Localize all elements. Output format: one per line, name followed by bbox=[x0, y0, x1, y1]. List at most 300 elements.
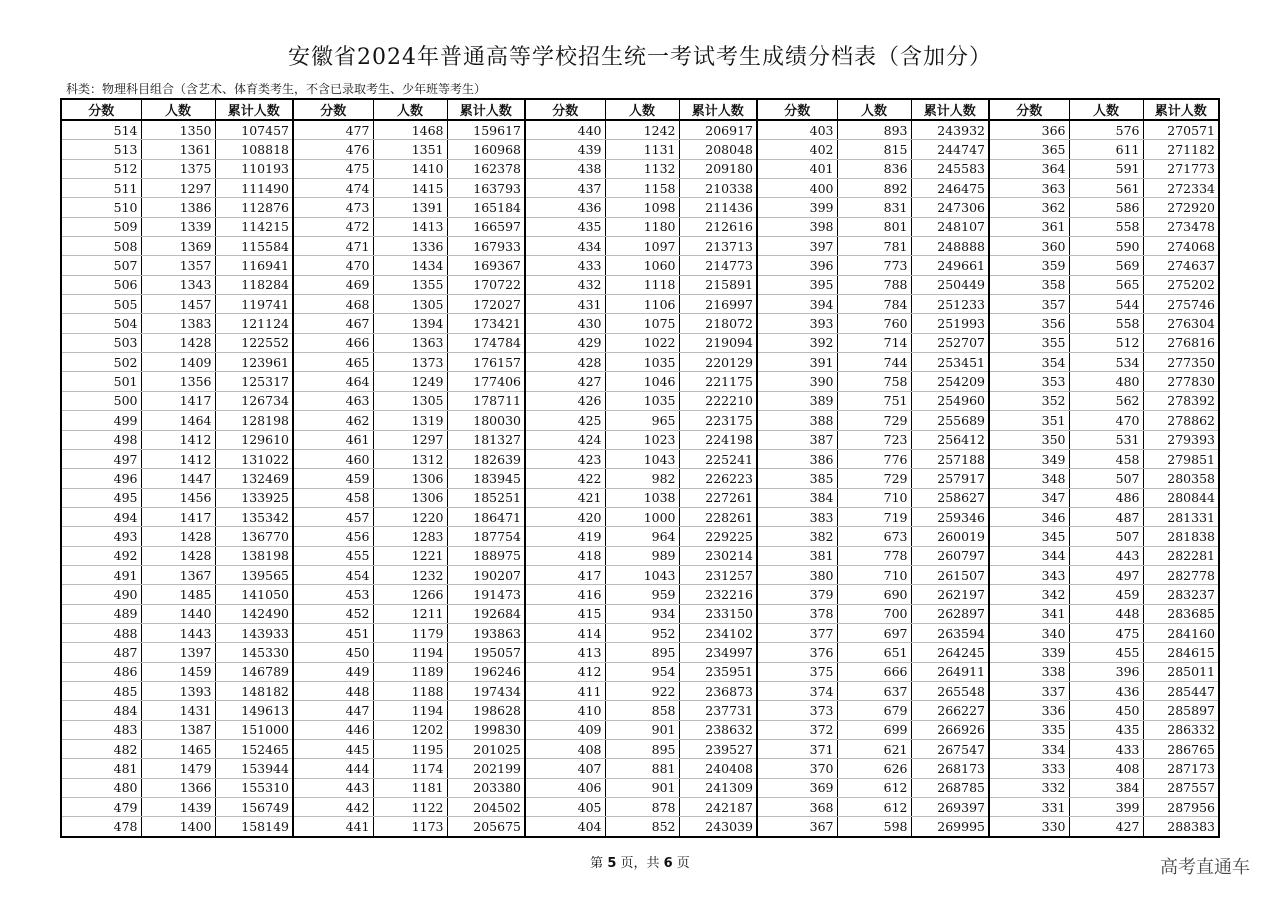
cumulative-cell: 287956 bbox=[1143, 798, 1219, 817]
score-cell: 376 bbox=[757, 643, 837, 662]
score-cell: 486 bbox=[61, 662, 141, 681]
score-cell: 370 bbox=[757, 759, 837, 778]
cumulative-cell: 191473 bbox=[447, 585, 525, 604]
table-row bbox=[61, 527, 1219, 546]
score-cell: 333 bbox=[989, 759, 1069, 778]
count-cell: 1465 bbox=[141, 740, 215, 759]
score-cell: 377 bbox=[757, 623, 837, 642]
score-cell: 427 bbox=[525, 372, 605, 391]
cumulative-cell: 143933 bbox=[215, 623, 293, 642]
count-cell: 760 bbox=[837, 314, 911, 333]
cumulative-cell: 262197 bbox=[911, 585, 989, 604]
cumulative-cell: 182639 bbox=[447, 449, 525, 468]
score-cell: 474 bbox=[293, 179, 373, 198]
cumulative-cell: 173421 bbox=[447, 314, 525, 333]
count-cell: 1249 bbox=[373, 372, 447, 391]
count-cell: 773 bbox=[837, 256, 911, 275]
count-cell: 626 bbox=[837, 759, 911, 778]
cumulative-cell: 122552 bbox=[215, 333, 293, 352]
footer-middle: 页，共 bbox=[616, 856, 664, 871]
score-cell: 343 bbox=[989, 565, 1069, 584]
header-cumulative: 累计人数 bbox=[1143, 99, 1219, 120]
cumulative-cell: 256412 bbox=[911, 430, 989, 449]
cumulative-cell: 254209 bbox=[911, 372, 989, 391]
score-cell: 365 bbox=[989, 140, 1069, 159]
table-row bbox=[61, 662, 1219, 681]
count-cell: 1211 bbox=[373, 604, 447, 623]
cumulative-cell: 153944 bbox=[215, 759, 293, 778]
score-cell: 472 bbox=[293, 217, 373, 236]
cumulative-cell: 280844 bbox=[1143, 488, 1219, 507]
count-cell: 475 bbox=[1069, 623, 1143, 642]
cumulative-cell: 176157 bbox=[447, 353, 525, 372]
count-cell: 487 bbox=[1069, 507, 1143, 526]
count-cell: 1319 bbox=[373, 411, 447, 430]
score-cell: 382 bbox=[757, 527, 837, 546]
count-cell: 399 bbox=[1069, 798, 1143, 817]
cumulative-cell: 237731 bbox=[679, 701, 757, 720]
cumulative-cell: 257188 bbox=[911, 449, 989, 468]
count-cell: 562 bbox=[1069, 391, 1143, 410]
count-cell: 1456 bbox=[141, 488, 215, 507]
cumulative-cell: 268173 bbox=[911, 759, 989, 778]
table-row bbox=[61, 469, 1219, 488]
table-row bbox=[61, 623, 1219, 642]
cumulative-cell: 138198 bbox=[215, 546, 293, 565]
cumulative-cell: 234102 bbox=[679, 623, 757, 642]
cumulative-cell: 139565 bbox=[215, 565, 293, 584]
count-cell: 1266 bbox=[373, 585, 447, 604]
score-cell: 338 bbox=[989, 662, 1069, 681]
score-cell: 438 bbox=[525, 159, 605, 178]
header-count: 人数 bbox=[141, 99, 215, 120]
score-cell: 484 bbox=[61, 701, 141, 720]
table-row bbox=[61, 817, 1219, 837]
score-cell: 471 bbox=[293, 237, 373, 256]
score-cell: 501 bbox=[61, 372, 141, 391]
cumulative-cell: 146789 bbox=[215, 662, 293, 681]
score-cell: 491 bbox=[61, 565, 141, 584]
count-cell: 1459 bbox=[141, 662, 215, 681]
count-cell: 611 bbox=[1069, 140, 1143, 159]
cumulative-cell: 272334 bbox=[1143, 179, 1219, 198]
header-cumulative: 累计人数 bbox=[447, 99, 525, 120]
count-cell: 784 bbox=[837, 295, 911, 314]
count-cell: 1306 bbox=[373, 469, 447, 488]
table-row bbox=[61, 237, 1219, 256]
count-cell: 788 bbox=[837, 275, 911, 294]
cumulative-cell: 267547 bbox=[911, 740, 989, 759]
score-cell: 453 bbox=[293, 585, 373, 604]
count-cell: 1367 bbox=[141, 565, 215, 584]
score-cell: 436 bbox=[525, 198, 605, 217]
count-cell: 952 bbox=[605, 623, 679, 642]
cumulative-cell: 121124 bbox=[215, 314, 293, 333]
count-cell: 1305 bbox=[373, 391, 447, 410]
count-cell: 729 bbox=[837, 411, 911, 430]
score-cell: 455 bbox=[293, 546, 373, 565]
score-cell: 406 bbox=[525, 778, 605, 797]
cumulative-cell: 245583 bbox=[911, 159, 989, 178]
count-cell: 751 bbox=[837, 391, 911, 410]
cumulative-cell: 135342 bbox=[215, 507, 293, 526]
score-cell: 434 bbox=[525, 237, 605, 256]
score-cell: 341 bbox=[989, 604, 1069, 623]
count-cell: 1297 bbox=[373, 430, 447, 449]
score-cell: 345 bbox=[989, 527, 1069, 546]
count-cell: 781 bbox=[837, 237, 911, 256]
cumulative-cell: 243039 bbox=[679, 817, 757, 837]
count-cell: 569 bbox=[1069, 256, 1143, 275]
count-cell: 1431 bbox=[141, 701, 215, 720]
total-pages-number: 6 bbox=[663, 856, 673, 871]
score-cell: 442 bbox=[293, 798, 373, 817]
current-page-number: 5 bbox=[607, 856, 617, 871]
count-cell: 1023 bbox=[605, 430, 679, 449]
score-cell: 332 bbox=[989, 778, 1069, 797]
score-cell: 373 bbox=[757, 701, 837, 720]
score-cell: 444 bbox=[293, 759, 373, 778]
count-cell: 666 bbox=[837, 662, 911, 681]
score-cell: 426 bbox=[525, 391, 605, 410]
cumulative-cell: 277830 bbox=[1143, 372, 1219, 391]
cumulative-cell: 220129 bbox=[679, 353, 757, 372]
cumulative-cell: 212616 bbox=[679, 217, 757, 236]
cumulative-cell: 132469 bbox=[215, 469, 293, 488]
count-cell: 1447 bbox=[141, 469, 215, 488]
cumulative-cell: 160968 bbox=[447, 140, 525, 159]
cumulative-cell: 216997 bbox=[679, 295, 757, 314]
count-cell: 1000 bbox=[605, 507, 679, 526]
cumulative-cell: 155310 bbox=[215, 778, 293, 797]
count-cell: 1439 bbox=[141, 798, 215, 817]
count-cell: 1181 bbox=[373, 778, 447, 797]
cumulative-cell: 251233 bbox=[911, 295, 989, 314]
cumulative-cell: 242187 bbox=[679, 798, 757, 817]
score-cell: 415 bbox=[525, 604, 605, 623]
table-row bbox=[61, 681, 1219, 700]
count-cell: 965 bbox=[605, 411, 679, 430]
score-cell: 360 bbox=[989, 237, 1069, 256]
score-cell: 431 bbox=[525, 295, 605, 314]
cumulative-cell: 231257 bbox=[679, 565, 757, 584]
score-cell: 397 bbox=[757, 237, 837, 256]
cumulative-cell: 281331 bbox=[1143, 507, 1219, 526]
score-cell: 383 bbox=[757, 507, 837, 526]
score-cell: 359 bbox=[989, 256, 1069, 275]
score-cell: 417 bbox=[525, 565, 605, 584]
score-cell: 450 bbox=[293, 643, 373, 662]
cumulative-cell: 261507 bbox=[911, 565, 989, 584]
count-cell: 1202 bbox=[373, 720, 447, 739]
header-count: 人数 bbox=[1069, 99, 1143, 120]
count-cell: 558 bbox=[1069, 314, 1143, 333]
score-cell: 403 bbox=[757, 120, 837, 140]
score-cell: 420 bbox=[525, 507, 605, 526]
count-cell: 507 bbox=[1069, 469, 1143, 488]
cumulative-cell: 258627 bbox=[911, 488, 989, 507]
score-cell: 410 bbox=[525, 701, 605, 720]
score-cell: 489 bbox=[61, 604, 141, 623]
score-cell: 390 bbox=[757, 372, 837, 391]
score-cell: 437 bbox=[525, 179, 605, 198]
table-row bbox=[61, 198, 1219, 217]
cumulative-cell: 269397 bbox=[911, 798, 989, 817]
watermark-text: 高考直通车 bbox=[1160, 857, 1250, 878]
table-row bbox=[61, 275, 1219, 294]
cumulative-cell: 116941 bbox=[215, 256, 293, 275]
cumulative-cell: 251993 bbox=[911, 314, 989, 333]
cumulative-cell: 234997 bbox=[679, 643, 757, 662]
cumulative-cell: 279393 bbox=[1143, 430, 1219, 449]
score-cell: 353 bbox=[989, 372, 1069, 391]
cumulative-cell: 118284 bbox=[215, 275, 293, 294]
count-cell: 1118 bbox=[605, 275, 679, 294]
cumulative-cell: 288383 bbox=[1143, 817, 1219, 837]
table-row bbox=[61, 585, 1219, 604]
count-cell: 778 bbox=[837, 546, 911, 565]
count-cell: 1351 bbox=[373, 140, 447, 159]
cumulative-cell: 228261 bbox=[679, 507, 757, 526]
score-cell: 508 bbox=[61, 237, 141, 256]
count-cell: 690 bbox=[837, 585, 911, 604]
count-cell: 1132 bbox=[605, 159, 679, 178]
page-title: 安徽省2024年普通高等学校招生统一考试考生成绩分档表（含加分） bbox=[288, 45, 992, 70]
score-cell: 389 bbox=[757, 391, 837, 410]
count-cell: 1393 bbox=[141, 681, 215, 700]
count-cell: 448 bbox=[1069, 604, 1143, 623]
count-cell: 1443 bbox=[141, 623, 215, 642]
table-row bbox=[61, 643, 1219, 662]
cumulative-cell: 190207 bbox=[447, 565, 525, 584]
count-cell: 590 bbox=[1069, 237, 1143, 256]
count-cell: 1400 bbox=[141, 817, 215, 837]
cumulative-cell: 282778 bbox=[1143, 565, 1219, 584]
score-cell: 413 bbox=[525, 643, 605, 662]
cumulative-cell: 128198 bbox=[215, 411, 293, 430]
cumulative-cell: 246475 bbox=[911, 179, 989, 198]
score-cell: 395 bbox=[757, 275, 837, 294]
cumulative-cell: 167933 bbox=[447, 237, 525, 256]
cumulative-cell: 274637 bbox=[1143, 256, 1219, 275]
table-row bbox=[61, 507, 1219, 526]
count-cell: 1375 bbox=[141, 159, 215, 178]
cumulative-cell: 263594 bbox=[911, 623, 989, 642]
count-cell: 512 bbox=[1069, 333, 1143, 352]
cumulative-cell: 272920 bbox=[1143, 198, 1219, 217]
count-cell: 1428 bbox=[141, 527, 215, 546]
cumulative-cell: 243932 bbox=[911, 120, 989, 140]
count-cell: 1098 bbox=[605, 198, 679, 217]
score-cell: 494 bbox=[61, 507, 141, 526]
score-cell: 447 bbox=[293, 701, 373, 720]
score-cell: 512 bbox=[61, 159, 141, 178]
count-cell: 1339 bbox=[141, 217, 215, 236]
cumulative-cell: 202199 bbox=[447, 759, 525, 778]
count-cell: 384 bbox=[1069, 778, 1143, 797]
cumulative-cell: 235951 bbox=[679, 662, 757, 681]
cumulative-cell: 252707 bbox=[911, 333, 989, 352]
cumulative-cell: 229225 bbox=[679, 527, 757, 546]
score-cell: 483 bbox=[61, 720, 141, 739]
cumulative-cell: 278392 bbox=[1143, 391, 1219, 410]
cumulative-cell: 268785 bbox=[911, 778, 989, 797]
cumulative-cell: 276304 bbox=[1143, 314, 1219, 333]
count-cell: 427 bbox=[1069, 817, 1143, 837]
score-cell: 506 bbox=[61, 275, 141, 294]
score-cell: 375 bbox=[757, 662, 837, 681]
count-cell: 852 bbox=[605, 817, 679, 837]
score-cell: 423 bbox=[525, 449, 605, 468]
score-cell: 330 bbox=[989, 817, 1069, 837]
table-row bbox=[61, 565, 1219, 584]
score-cell: 387 bbox=[757, 430, 837, 449]
count-cell: 1106 bbox=[605, 295, 679, 314]
score-cell: 367 bbox=[757, 817, 837, 837]
cumulative-cell: 279851 bbox=[1143, 449, 1219, 468]
cumulative-cell: 195057 bbox=[447, 643, 525, 662]
cumulative-cell: 119741 bbox=[215, 295, 293, 314]
cumulative-cell: 278862 bbox=[1143, 411, 1219, 430]
count-cell: 612 bbox=[837, 798, 911, 817]
count-cell: 1413 bbox=[373, 217, 447, 236]
score-cell: 463 bbox=[293, 391, 373, 410]
cumulative-cell: 213713 bbox=[679, 237, 757, 256]
cumulative-cell: 260019 bbox=[911, 527, 989, 546]
cumulative-cell: 283237 bbox=[1143, 585, 1219, 604]
count-cell: 1479 bbox=[141, 759, 215, 778]
score-cell: 340 bbox=[989, 623, 1069, 642]
score-cell: 490 bbox=[61, 585, 141, 604]
cumulative-cell: 192684 bbox=[447, 604, 525, 623]
cumulative-cell: 260797 bbox=[911, 546, 989, 565]
score-cell: 422 bbox=[525, 469, 605, 488]
score-cell: 374 bbox=[757, 681, 837, 700]
cumulative-cell: 271182 bbox=[1143, 140, 1219, 159]
score-cell: 394 bbox=[757, 295, 837, 314]
cumulative-cell: 193863 bbox=[447, 623, 525, 642]
count-cell: 1363 bbox=[373, 333, 447, 352]
score-cell: 475 bbox=[293, 159, 373, 178]
cumulative-cell: 223175 bbox=[679, 411, 757, 430]
cumulative-cell: 158149 bbox=[215, 817, 293, 837]
count-cell: 1417 bbox=[141, 391, 215, 410]
score-cell: 493 bbox=[61, 527, 141, 546]
count-cell: 1305 bbox=[373, 295, 447, 314]
score-cell: 354 bbox=[989, 353, 1069, 372]
count-cell: 455 bbox=[1069, 643, 1143, 662]
count-cell: 396 bbox=[1069, 662, 1143, 681]
count-cell: 436 bbox=[1069, 681, 1143, 700]
cumulative-cell: 266227 bbox=[911, 701, 989, 720]
score-cell: 419 bbox=[525, 527, 605, 546]
score-cell: 412 bbox=[525, 662, 605, 681]
score-cell: 430 bbox=[525, 314, 605, 333]
score-cell: 418 bbox=[525, 546, 605, 565]
score-cell: 507 bbox=[61, 256, 141, 275]
score-cell: 404 bbox=[525, 817, 605, 837]
count-cell: 893 bbox=[837, 120, 911, 140]
cumulative-cell: 264245 bbox=[911, 643, 989, 662]
count-cell: 892 bbox=[837, 179, 911, 198]
cumulative-cell: 211436 bbox=[679, 198, 757, 217]
cumulative-cell: 286332 bbox=[1143, 720, 1219, 739]
score-cell: 380 bbox=[757, 565, 837, 584]
cumulative-cell: 219094 bbox=[679, 333, 757, 352]
score-cell: 470 bbox=[293, 256, 373, 275]
cumulative-cell: 265548 bbox=[911, 681, 989, 700]
count-cell: 801 bbox=[837, 217, 911, 236]
count-cell: 1195 bbox=[373, 740, 447, 759]
cumulative-cell: 287557 bbox=[1143, 778, 1219, 797]
count-cell: 922 bbox=[605, 681, 679, 700]
count-cell: 534 bbox=[1069, 353, 1143, 372]
score-cell: 350 bbox=[989, 430, 1069, 449]
score-cell: 384 bbox=[757, 488, 837, 507]
cumulative-cell: 206917 bbox=[679, 120, 757, 140]
count-cell: 1180 bbox=[605, 217, 679, 236]
cumulative-cell: 257917 bbox=[911, 469, 989, 488]
table-row bbox=[61, 546, 1219, 565]
count-cell: 621 bbox=[837, 740, 911, 759]
cumulative-cell: 110193 bbox=[215, 159, 293, 178]
score-cell: 411 bbox=[525, 681, 605, 700]
cumulative-cell: 221175 bbox=[679, 372, 757, 391]
cumulative-cell: 285011 bbox=[1143, 662, 1219, 681]
score-cell: 357 bbox=[989, 295, 1069, 314]
header-cumulative: 累计人数 bbox=[215, 99, 293, 120]
count-cell: 710 bbox=[837, 565, 911, 584]
count-cell: 1312 bbox=[373, 449, 447, 468]
count-cell: 1361 bbox=[141, 140, 215, 159]
score-cell: 336 bbox=[989, 701, 1069, 720]
cumulative-cell: 166597 bbox=[447, 217, 525, 236]
score-cell: 356 bbox=[989, 314, 1069, 333]
score-cell: 469 bbox=[293, 275, 373, 294]
cumulative-cell: 249661 bbox=[911, 256, 989, 275]
cumulative-cell: 115584 bbox=[215, 237, 293, 256]
count-cell: 1022 bbox=[605, 333, 679, 352]
cumulative-cell: 114215 bbox=[215, 217, 293, 236]
cumulative-cell: 123961 bbox=[215, 353, 293, 372]
score-cell: 335 bbox=[989, 720, 1069, 739]
score-cell: 408 bbox=[525, 740, 605, 759]
table-body bbox=[61, 120, 1219, 837]
score-cell: 510 bbox=[61, 198, 141, 217]
score-cell: 342 bbox=[989, 585, 1069, 604]
count-cell: 697 bbox=[837, 623, 911, 642]
count-cell: 1373 bbox=[373, 353, 447, 372]
count-cell: 758 bbox=[837, 372, 911, 391]
count-cell: 558 bbox=[1069, 217, 1143, 236]
cumulative-cell: 232216 bbox=[679, 585, 757, 604]
cumulative-cell: 241309 bbox=[679, 778, 757, 797]
score-cell: 464 bbox=[293, 372, 373, 391]
header-cumulative: 累计人数 bbox=[679, 99, 757, 120]
table-row bbox=[61, 120, 1219, 140]
count-cell: 1221 bbox=[373, 546, 447, 565]
count-cell: 723 bbox=[837, 430, 911, 449]
score-cell: 481 bbox=[61, 759, 141, 778]
score-cell: 400 bbox=[757, 179, 837, 198]
count-cell: 531 bbox=[1069, 430, 1143, 449]
count-cell: 744 bbox=[837, 353, 911, 372]
cumulative-cell: 162378 bbox=[447, 159, 525, 178]
cumulative-cell: 174784 bbox=[447, 333, 525, 352]
count-cell: 1122 bbox=[373, 798, 447, 817]
count-cell: 1043 bbox=[605, 565, 679, 584]
score-cell: 337 bbox=[989, 681, 1069, 700]
